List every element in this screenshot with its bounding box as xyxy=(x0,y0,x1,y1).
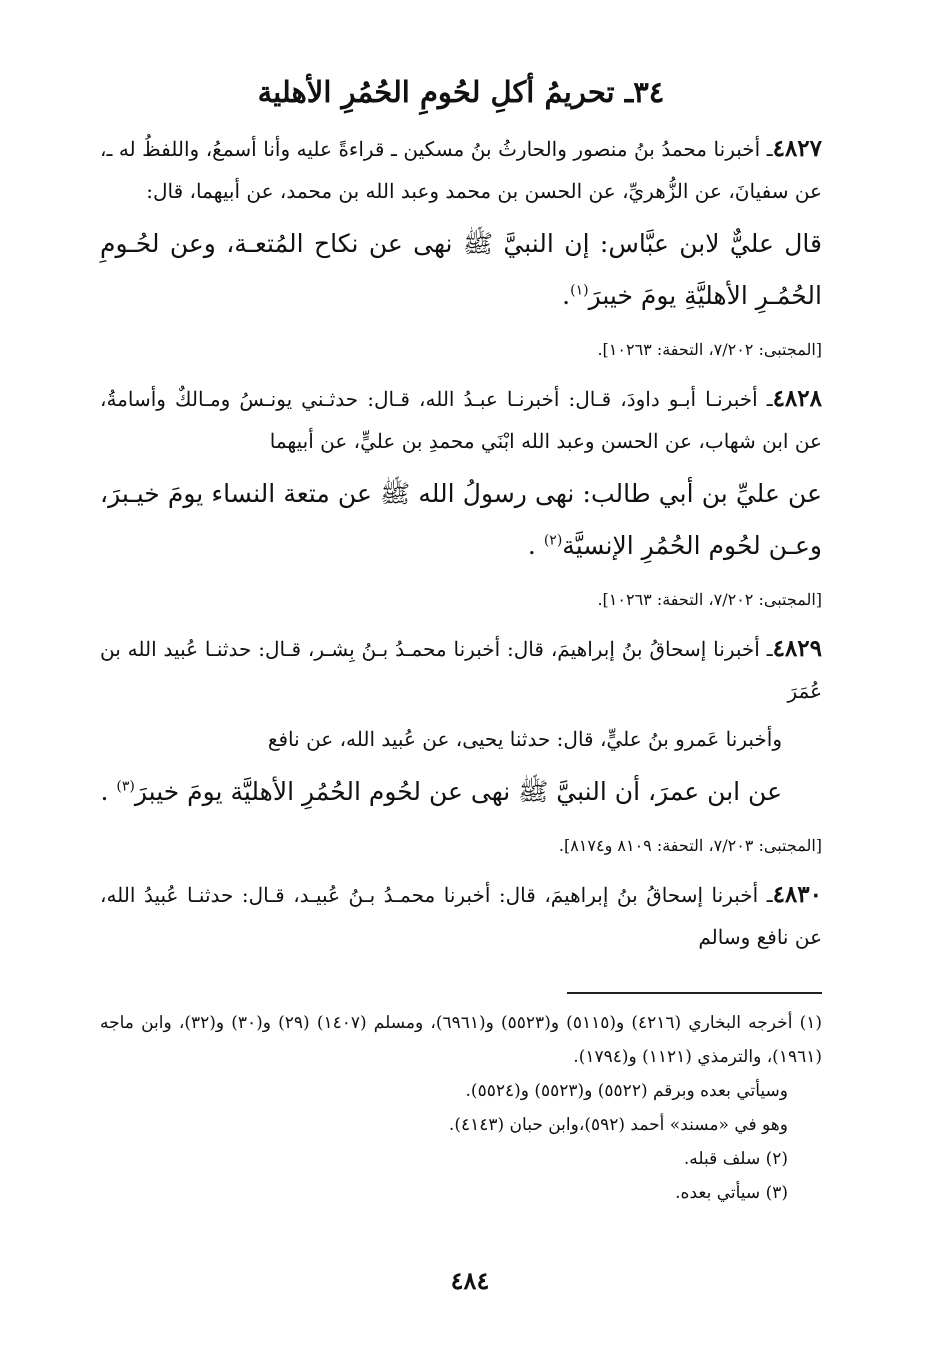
secondary-isnad: وأخبرنا عَمرو بنُ عليٍّ، قال: حدثنا يحيى، عن عُبيد الله، عن نافع xyxy=(267,727,782,751)
hadith-number: ٤٨٢٨ xyxy=(772,385,822,412)
footnote-1-cont: وسيأتي بعده وبرقم (٥٥٢٢) و(٥٥٢٣) و(٥٥٢٤). xyxy=(465,1081,788,1101)
matn-text: عن ابن عمرَ، أن النبيَّ ﷺ نهى عن لحُوم الحُمُرِ الأهليَّة يومَ خيبرَ xyxy=(134,777,782,806)
hadith-4829 xyxy=(100,628,822,860)
footnote-mark: (١) xyxy=(570,282,589,299)
isnad-text: ـ أخبرنـا أبـو داودَ، قـال: أخبرنـا عبـدُ الله، قـال: حدثـني يونـسُ ومـالكٌ وأسامةُ، عن ابن شهاب، عن الحسن وعبد الله ابْنَي محمدِ بن عليٍّ، عن أبيهما xyxy=(100,387,822,453)
hadith-number: ٤٨٢٧ xyxy=(772,135,822,162)
matn-end: . xyxy=(562,281,571,310)
hadith-isnad xyxy=(100,128,822,212)
matn-text: قال عليٌّ لابن عبَّاس: إن النبيَّ ﷺ نهى عن نكاح المُتعـة، وعن لحُـومِ الحُمُـرِ الأهليَّةِ يومَ خيبرَ xyxy=(100,229,822,310)
hadith-matn xyxy=(100,468,822,572)
footnote-mark: (٣) xyxy=(116,778,135,795)
footnote-3: (٣) سيأتي بعده. xyxy=(675,1183,788,1203)
footnote-divider xyxy=(567,992,822,994)
hadith-4828 xyxy=(100,378,822,614)
isnad-text: ـ أخبرنا محمدُ بنُ منصور والحارثُ بنُ مسكين ـ قراءةً عليه وأنا أسمعُ، واللفظُ له ـ، عن سفيانَ، عن الزُّهريِّ، عن الحسن بن محمد وعبد الله بن محمد، عن أبيهما، قال: xyxy=(100,137,822,203)
reference-line: [المجتبى: ٧/٢٠٣، التحفة: ٨١٠٩ و٨١٧٤]. xyxy=(558,836,822,855)
footnote-1-cont: وهو في «مسند» أحمد (٥٩٢)،وابن حبان (٤١٤٣). xyxy=(448,1115,788,1135)
reference-line: [المجتبى: ٧/٢٠٢، التحفة: ١٠٢٦٣]. xyxy=(597,340,822,359)
hadith-matn xyxy=(100,218,822,322)
isnad-text: ـ أخبرنا إسحاقُ بنُ إبراهيمَ، قال: أخبرنا محمـدُ بـنُ بِشـر، قـال: حدثنـا عُبيد الله بن عُمَرَ xyxy=(100,637,822,703)
hadith-4827 xyxy=(100,128,822,364)
page-number: ٤٨٤ xyxy=(450,1266,490,1295)
hadith-number: ٤٨٣٠ xyxy=(772,881,822,908)
page-body xyxy=(100,68,822,1210)
matn-text: عن عليِّ بن أبي طالب: نهى رسولُ الله ﷺ عن متعة النساء يومَ خيـبرَ، وعـن لحُوم الحُمُرِ الإنسيَّة xyxy=(100,479,822,560)
matn-end: . xyxy=(100,777,117,806)
hadith-isnad xyxy=(100,628,822,712)
footnotes xyxy=(100,1006,822,1210)
hadith-matn xyxy=(100,766,822,818)
hadith-number: ٤٨٢٩ xyxy=(772,635,822,662)
reference-line: [المجتبى: ٧/٢٠٢، التحفة: ١٠٢٦٣]. xyxy=(597,590,822,609)
footnote-1: (١) أخرجه البخاري (٤٢١٦) و(٥١١٥) و(٥٥٢٣) و(٦٩٦١)، ومسلم (١٤٠٧) (٢٩) و(٣٠) و(٣٢)، وابن ماجه (١٩٦١)، والترمذي (١١٢١) و(١٧٩٤). xyxy=(100,1013,822,1067)
hadith-isnad xyxy=(100,378,822,462)
isnad-text: ـ أخبرنا إسحاقُ بنُ إبراهيمَ، قال: أخبرنا محمـدُ بـنُ عُبيـد، قـال: حدثنـا عُبيدُ الله، عن نافع وسالم xyxy=(100,883,822,949)
chapter-title: ٣٤ـ تحريمُ أكلِ لحُومِ الحُمُرِ الأهلية xyxy=(257,75,665,109)
hadith-isnad xyxy=(100,874,822,958)
hadith-4830 xyxy=(100,874,822,958)
footnote-mark: (٢) xyxy=(543,532,563,549)
footnote-2: (٢) سلف قبله. xyxy=(683,1149,788,1169)
matn-end: . xyxy=(527,531,544,560)
